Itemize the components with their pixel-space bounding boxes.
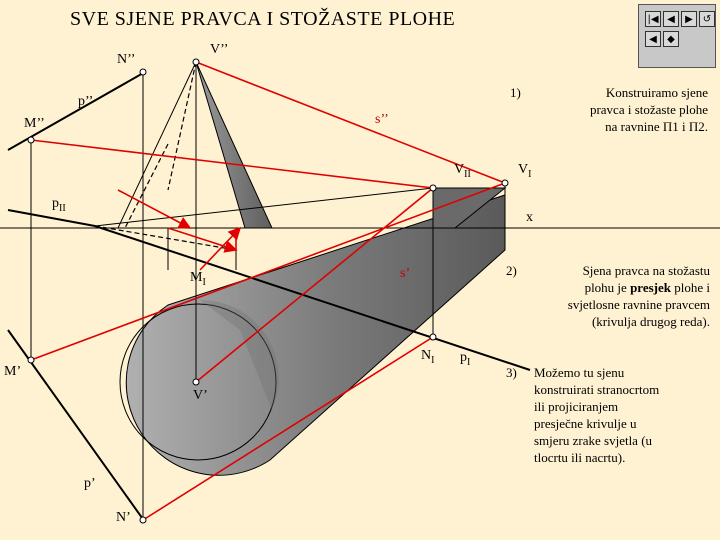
label-m-i: $M_I$ [190, 270, 206, 288]
note-2: 2) Sjena pravca na stožastu plohu je presjek plohe i svjetlosne ravnine pravcem (krivulja drugog reda). [506, 263, 710, 329]
bold-keyword: presjek [630, 280, 671, 295]
return-icon[interactable]: ◀ [645, 31, 661, 47]
navigation-panel [638, 4, 716, 68]
cone-plan-shadow [126, 195, 505, 475]
label-n-i: $N_I$ [421, 348, 435, 366]
note-1: 1) Konstruiramo sjene pravca i stožaste plohe na ravnine Π1 i Π2. [510, 85, 708, 134]
last-icon[interactable]: ↺ [699, 11, 715, 27]
label-v-i: $V_I$ [518, 162, 532, 180]
label-p2: p’’ [78, 94, 94, 109]
home-icon[interactable]: ◆ [663, 31, 679, 47]
label-s1: s’ [400, 266, 411, 281]
note-3: 3) Možemo tu sjenu konstruirati stranocrtom ili projiciranjem presječne krivulje u smjeru zrake svjetla (u tlocrtu ili nacrtu). [506, 365, 660, 465]
label-v1: V’ [193, 388, 208, 403]
note-2-line-bold: plohu je presjek plohe i [584, 280, 710, 295]
label-n2: N’’ [117, 52, 136, 67]
page-title: SVE SJENE PRAVCA I STOŽASTE PLOHE [70, 8, 456, 30]
label-p-ii: $p_{II}$ [52, 196, 66, 214]
label-p1: p’ [84, 476, 96, 491]
label-m1: M’ [4, 364, 22, 379]
label-n1: N’ [116, 510, 131, 525]
previous-icon[interactable]: ◀ [663, 11, 679, 27]
label-v2: V’’ [210, 42, 229, 57]
label-s2: s’’ [375, 112, 389, 127]
label-p-i: $p_I$ [460, 350, 471, 368]
next-icon[interactable]: ▶ [681, 11, 697, 27]
label-x: x [526, 210, 533, 225]
first-icon[interactable]: |◀ [645, 11, 661, 27]
label-v-ii: $V_{II}$ [454, 162, 471, 180]
label-m2: M’’ [24, 116, 45, 131]
